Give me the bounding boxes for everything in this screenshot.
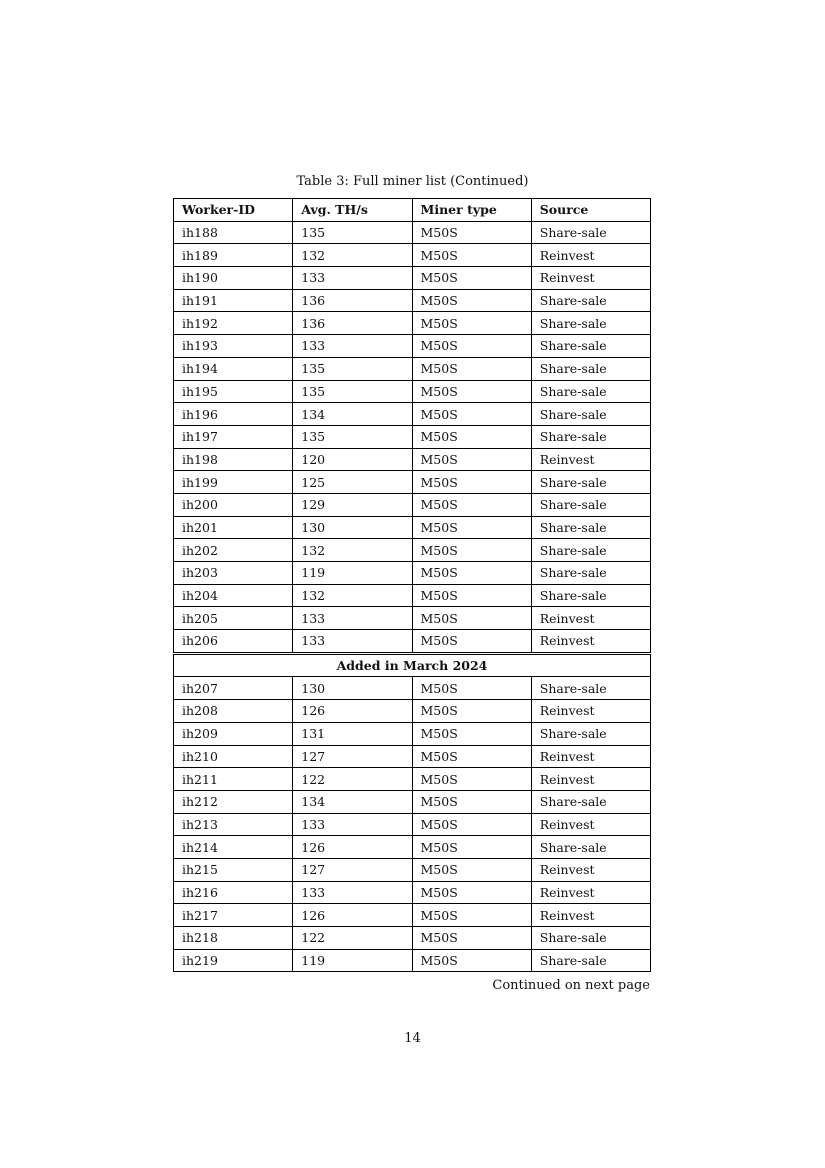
- cell-worker-id: ih206: [174, 630, 293, 654]
- page-number: 14: [404, 1031, 421, 1046]
- table-row: [174, 813, 651, 836]
- cell-miner-type: M50S: [412, 927, 531, 950]
- table-row: [174, 790, 651, 813]
- cell-miner-type: M50S: [412, 539, 531, 562]
- cell-miner-type: M50S: [412, 813, 531, 836]
- cell-miner-type: M50S: [412, 425, 531, 448]
- cell-source: Share-sale: [531, 584, 650, 607]
- cell-source: Share-sale: [531, 380, 650, 403]
- cell-worker-id: ih193: [174, 335, 293, 358]
- cell-worker-id: ih207: [174, 677, 293, 700]
- cell-worker-id: ih217: [174, 904, 293, 927]
- cell-avg-ths: 125: [293, 471, 412, 494]
- cell-worker-id: ih194: [174, 357, 293, 380]
- header-source: Source: [531, 199, 650, 222]
- cell-avg-ths: 129: [293, 493, 412, 516]
- table-row: [174, 357, 651, 380]
- cell-miner-type: M50S: [412, 516, 531, 539]
- cell-miner-type: M50S: [412, 562, 531, 585]
- cell-worker-id: ih190: [174, 267, 293, 290]
- cell-source: Share-sale: [531, 425, 650, 448]
- cell-worker-id: ih216: [174, 881, 293, 904]
- cell-miner-type: M50S: [412, 448, 531, 471]
- table-row: [174, 539, 651, 562]
- cell-avg-ths: 131: [293, 722, 412, 745]
- table-row: [174, 493, 651, 516]
- header-miner-type: Miner type: [412, 199, 531, 222]
- cell-source: Share-sale: [531, 312, 650, 335]
- cell-avg-ths: 136: [293, 289, 412, 312]
- cell-source: Share-sale: [531, 516, 650, 539]
- cell-avg-ths: 126: [293, 700, 412, 723]
- cell-source: Reinvest: [531, 630, 650, 654]
- cell-avg-ths: 120: [293, 448, 412, 471]
- cell-miner-type: M50S: [412, 471, 531, 494]
- cell-source: Share-sale: [531, 335, 650, 358]
- cell-worker-id: ih203: [174, 562, 293, 585]
- cell-source: Share-sale: [531, 403, 650, 426]
- cell-miner-type: M50S: [412, 858, 531, 881]
- cell-worker-id: ih209: [174, 722, 293, 745]
- cell-avg-ths: 133: [293, 267, 412, 290]
- cell-miner-type: M50S: [412, 630, 531, 654]
- cell-worker-id: ih202: [174, 539, 293, 562]
- cell-worker-id: ih204: [174, 584, 293, 607]
- table-row: [174, 927, 651, 950]
- cell-worker-id: ih191: [174, 289, 293, 312]
- cell-miner-type: M50S: [412, 584, 531, 607]
- table-row: [174, 244, 651, 267]
- table-row: [174, 745, 651, 768]
- cell-worker-id: ih215: [174, 858, 293, 881]
- table-row: [174, 949, 651, 972]
- cell-avg-ths: 135: [293, 425, 412, 448]
- cell-worker-id: ih195: [174, 380, 293, 403]
- cell-source: Share-sale: [531, 927, 650, 950]
- table-row: [174, 471, 651, 494]
- cell-avg-ths: 135: [293, 380, 412, 403]
- cell-miner-type: M50S: [412, 881, 531, 904]
- cell-avg-ths: 119: [293, 949, 412, 972]
- table-row: [174, 722, 651, 745]
- cell-worker-id: ih200: [174, 493, 293, 516]
- cell-miner-type: M50S: [412, 677, 531, 700]
- cell-miner-type: M50S: [412, 836, 531, 859]
- cell-worker-id: ih192: [174, 312, 293, 335]
- table-row: [174, 700, 651, 723]
- cell-source: Reinvest: [531, 745, 650, 768]
- cell-avg-ths: 132: [293, 584, 412, 607]
- cell-miner-type: M50S: [412, 335, 531, 358]
- cell-miner-type: M50S: [412, 267, 531, 290]
- cell-avg-ths: 126: [293, 836, 412, 859]
- cell-worker-id: ih214: [174, 836, 293, 859]
- table-row: [174, 562, 651, 585]
- table-row: [174, 607, 651, 630]
- section-row: [174, 653, 651, 677]
- cell-avg-ths: 134: [293, 403, 412, 426]
- cell-avg-ths: 133: [293, 881, 412, 904]
- cell-avg-ths: 136: [293, 312, 412, 335]
- section-label: Added in March 2024: [174, 653, 651, 677]
- cell-avg-ths: 135: [293, 357, 412, 380]
- table-row: [174, 448, 651, 471]
- table-row: [174, 836, 651, 859]
- table-row: [174, 881, 651, 904]
- table-row: [174, 858, 651, 881]
- cell-miner-type: M50S: [412, 607, 531, 630]
- cell-source: Reinvest: [531, 881, 650, 904]
- cell-avg-ths: 127: [293, 745, 412, 768]
- cell-source: Reinvest: [531, 448, 650, 471]
- cell-miner-type: M50S: [412, 244, 531, 267]
- cell-worker-id: ih197: [174, 425, 293, 448]
- cell-source: Share-sale: [531, 539, 650, 562]
- cell-worker-id: ih196: [174, 403, 293, 426]
- cell-worker-id: ih212: [174, 790, 293, 813]
- table-row: [174, 221, 651, 244]
- cell-source: Reinvest: [531, 267, 650, 290]
- cell-miner-type: M50S: [412, 493, 531, 516]
- cell-avg-ths: 126: [293, 904, 412, 927]
- cell-worker-id: ih205: [174, 607, 293, 630]
- cell-source: Reinvest: [531, 607, 650, 630]
- cell-source: Share-sale: [531, 562, 650, 585]
- cell-worker-id: ih201: [174, 516, 293, 539]
- cell-avg-ths: 132: [293, 539, 412, 562]
- cell-source: Share-sale: [531, 357, 650, 380]
- cell-miner-type: M50S: [412, 904, 531, 927]
- cell-source: Share-sale: [531, 677, 650, 700]
- cell-worker-id: ih188: [174, 221, 293, 244]
- table-row: [174, 425, 651, 448]
- cell-avg-ths: 130: [293, 516, 412, 539]
- cell-source: Reinvest: [531, 858, 650, 881]
- cell-miner-type: M50S: [412, 221, 531, 244]
- cell-avg-ths: 122: [293, 768, 412, 791]
- cell-avg-ths: 122: [293, 927, 412, 950]
- continued-note: Continued on next page: [492, 978, 650, 993]
- cell-worker-id: ih189: [174, 244, 293, 267]
- cell-worker-id: ih210: [174, 745, 293, 768]
- cell-avg-ths: 135: [293, 221, 412, 244]
- cell-avg-ths: 134: [293, 790, 412, 813]
- table-row: [174, 768, 651, 791]
- cell-avg-ths: 133: [293, 813, 412, 836]
- cell-miner-type: M50S: [412, 949, 531, 972]
- cell-worker-id: ih208: [174, 700, 293, 723]
- cell-source: Reinvest: [531, 768, 650, 791]
- cell-source: Reinvest: [531, 813, 650, 836]
- cell-avg-ths: 133: [293, 607, 412, 630]
- table-row: [174, 289, 651, 312]
- table-row: [174, 904, 651, 927]
- cell-miner-type: M50S: [412, 745, 531, 768]
- cell-miner-type: M50S: [412, 403, 531, 426]
- cell-source: Share-sale: [531, 722, 650, 745]
- cell-worker-id: ih219: [174, 949, 293, 972]
- cell-miner-type: M50S: [412, 380, 531, 403]
- header-worker-id: Worker-ID: [174, 199, 293, 222]
- table-row: [174, 335, 651, 358]
- cell-avg-ths: 130: [293, 677, 412, 700]
- cell-source: Share-sale: [531, 221, 650, 244]
- cell-avg-ths: 127: [293, 858, 412, 881]
- cell-miner-type: M50S: [412, 289, 531, 312]
- cell-miner-type: M50S: [412, 312, 531, 335]
- cell-avg-ths: 133: [293, 335, 412, 358]
- table-header-row: [174, 199, 651, 222]
- cell-source: Reinvest: [531, 244, 650, 267]
- cell-source: Share-sale: [531, 836, 650, 859]
- table-row: [174, 312, 651, 335]
- cell-worker-id: ih198: [174, 448, 293, 471]
- cell-source: Share-sale: [531, 493, 650, 516]
- cell-source: Share-sale: [531, 471, 650, 494]
- cell-miner-type: M50S: [412, 700, 531, 723]
- cell-source: Share-sale: [531, 289, 650, 312]
- cell-avg-ths: 119: [293, 562, 412, 585]
- table-row: [174, 516, 651, 539]
- cell-worker-id: ih211: [174, 768, 293, 791]
- cell-miner-type: M50S: [412, 790, 531, 813]
- cell-source: Share-sale: [531, 949, 650, 972]
- miner-table: [173, 198, 651, 972]
- cell-worker-id: ih218: [174, 927, 293, 950]
- cell-miner-type: M50S: [412, 722, 531, 745]
- cell-miner-type: M50S: [412, 768, 531, 791]
- cell-avg-ths: 132: [293, 244, 412, 267]
- table-row: [174, 630, 651, 654]
- cell-worker-id: ih199: [174, 471, 293, 494]
- table-caption: Table 3: Full miner list (Continued): [296, 174, 529, 189]
- cell-source: Reinvest: [531, 700, 650, 723]
- cell-source: Share-sale: [531, 790, 650, 813]
- cell-worker-id: ih213: [174, 813, 293, 836]
- table-row: [174, 380, 651, 403]
- cell-avg-ths: 133: [293, 630, 412, 654]
- table-row: [174, 584, 651, 607]
- table-row: [174, 403, 651, 426]
- table-row: [174, 677, 651, 700]
- header-avg-ths: Avg. TH/s: [293, 199, 412, 222]
- table-row: [174, 267, 651, 290]
- cell-miner-type: M50S: [412, 357, 531, 380]
- cell-source: Reinvest: [531, 904, 650, 927]
